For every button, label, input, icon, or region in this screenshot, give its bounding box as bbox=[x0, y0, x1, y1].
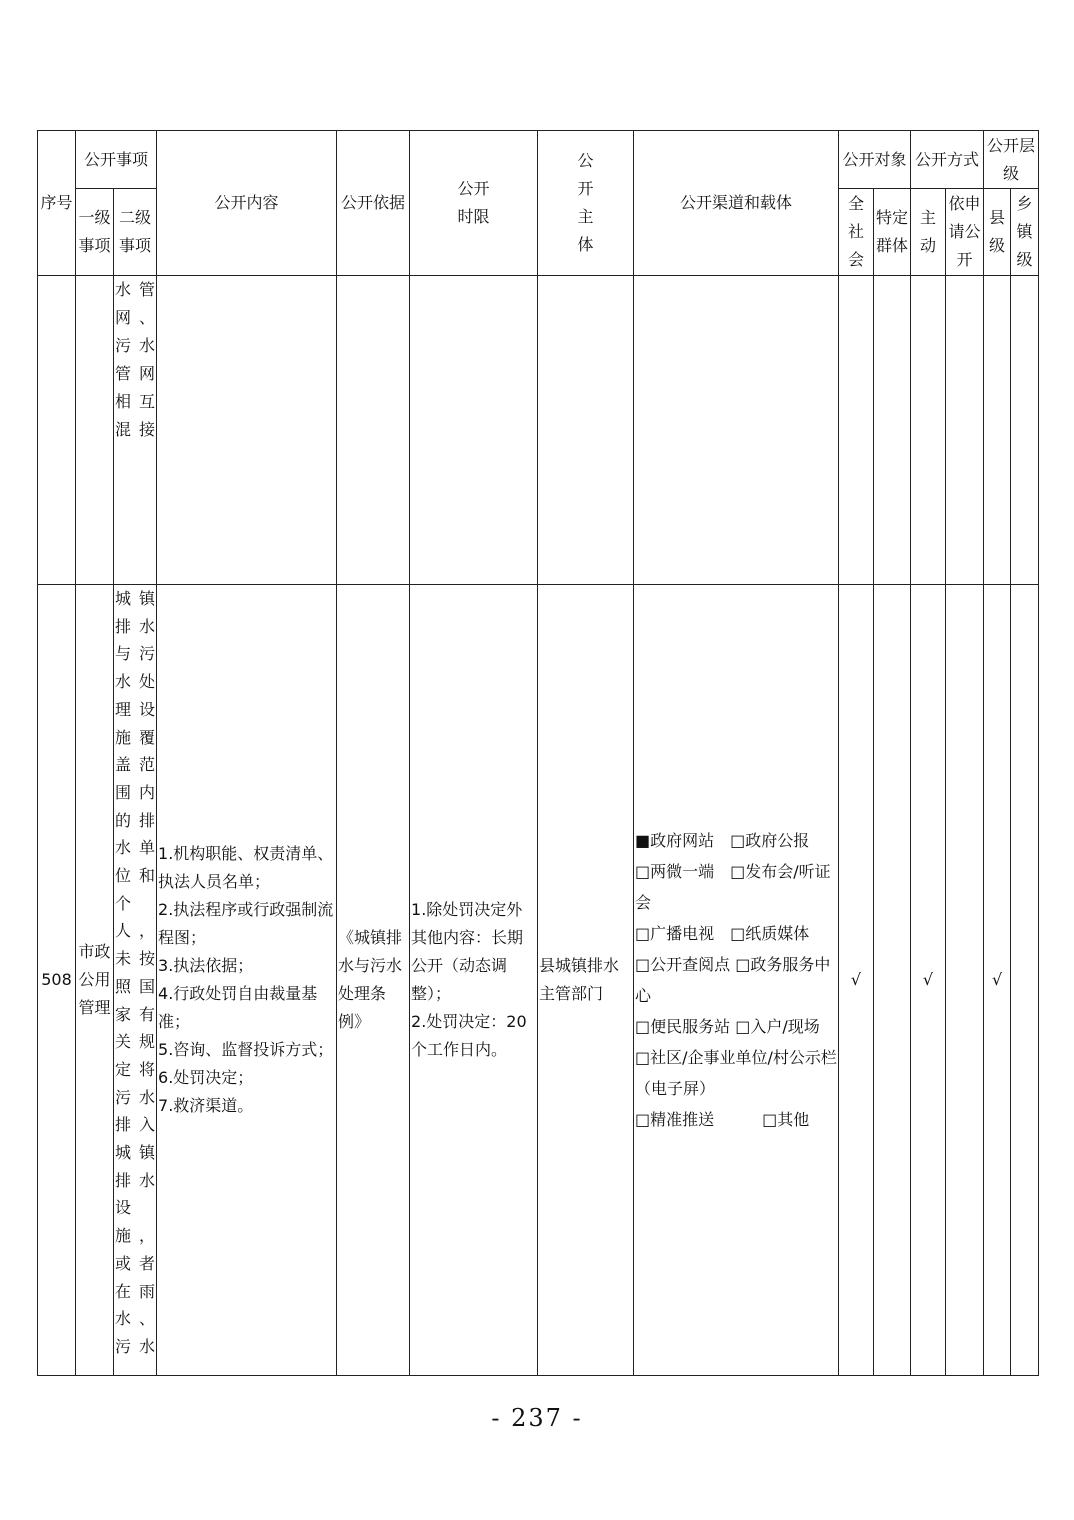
content-line: 6.处罚决定； bbox=[158, 1068, 254, 1087]
table-row bbox=[38, 585, 1039, 1376]
cell-channel bbox=[634, 585, 839, 1376]
header-target-group: 公开对象 bbox=[839, 131, 911, 189]
header-content: 公开内容 bbox=[157, 131, 337, 276]
content-line: 4.行政处罚自由裁量基准； bbox=[158, 984, 318, 1031]
cell-target-specific bbox=[874, 276, 911, 585]
channel-line: □公开查阅点 □政务服务中心 bbox=[635, 955, 831, 1005]
cell-channel bbox=[634, 276, 839, 585]
header-level-town: 乡镇级 bbox=[1011, 189, 1039, 276]
cell-target-all: √ bbox=[839, 585, 874, 1376]
content-line: 7.救济渠道。 bbox=[158, 1096, 254, 1115]
page-number: - 237 - bbox=[491, 1404, 583, 1432]
cell-method-active bbox=[911, 276, 946, 585]
time-limit-line: 2.处罚决定：20个工作日内。 bbox=[411, 1012, 527, 1059]
cell-seq: 508 bbox=[38, 585, 76, 1376]
cell-subject bbox=[538, 276, 634, 585]
cell-basis: 《城镇排水与污水处理条例》 bbox=[337, 585, 410, 1376]
cell-level2: 水管网、污水管网相互混接 bbox=[114, 276, 157, 585]
header-target-all: 全社会 bbox=[839, 189, 874, 276]
header-level1: 一级事项 bbox=[76, 189, 114, 276]
cell-time-limit bbox=[410, 276, 538, 585]
cell-level-county: √ bbox=[984, 585, 1011, 1376]
cell-target-specific bbox=[874, 585, 911, 1376]
header-seq: 序号 bbox=[38, 131, 76, 276]
cell-level2: 城镇排水与污水处理设施覆盖范围内的排水单位和个人，未按照国家有关规定将污水排入城镇排水设施，或者在雨水、污水 bbox=[114, 585, 157, 1376]
cell-method-apply bbox=[946, 585, 984, 1376]
cell-subject: 县城镇排水主管部门 bbox=[538, 585, 634, 1376]
cell-content bbox=[157, 276, 337, 585]
cell-level-town bbox=[1011, 585, 1039, 1376]
header-level-county: 县级 bbox=[984, 189, 1011, 276]
time-limit-line: 1.除处罚决定外其他内容：长期公开（动态调整）； bbox=[411, 900, 524, 1003]
channel-line: □广播电视 □纸质媒体 bbox=[635, 924, 810, 943]
channel-line: □精准推送 □其他 bbox=[635, 1110, 810, 1129]
table-row bbox=[38, 276, 1039, 585]
cell-level1: 市政公用管理 bbox=[76, 585, 114, 1376]
cell-target-all bbox=[839, 276, 874, 585]
disclosure-table bbox=[37, 130, 1039, 1376]
cell-method-active: √ bbox=[911, 585, 946, 1376]
header-target-specific: 特定群体 bbox=[874, 189, 911, 276]
header-channel: 公开渠道和载体 bbox=[634, 131, 839, 276]
cell-level-county bbox=[984, 276, 1011, 585]
header-item-group: 公开事项 bbox=[76, 131, 157, 189]
header-subject: 公开主体 bbox=[538, 131, 634, 276]
cell-content bbox=[157, 585, 337, 1376]
content-line: 3.执法依据； bbox=[158, 956, 254, 975]
channel-line: □社区/企事业单位/村公示栏（电子屏） bbox=[635, 1048, 837, 1098]
cell-method-apply bbox=[946, 276, 984, 585]
header-basis: 公开依据 bbox=[337, 131, 410, 276]
cell-level-town bbox=[1011, 276, 1039, 585]
header-method-active: 主动 bbox=[911, 189, 946, 276]
header-method-group: 公开方式 bbox=[911, 131, 984, 189]
header-method-apply: 依申请公开 bbox=[946, 189, 984, 276]
cell-time-limit bbox=[410, 585, 538, 1376]
channel-line: □两微一端 □发布会/听证会 bbox=[635, 862, 831, 912]
header-level-group: 公开层级 bbox=[984, 131, 1039, 189]
cell-seq bbox=[38, 276, 76, 585]
content-line: 5.咨询、监督投诉方式； bbox=[158, 1040, 334, 1059]
header-time-limit: 公开时限 bbox=[410, 131, 538, 276]
content-line: 1.机构职能、权责清单、执法人员名单； bbox=[158, 844, 334, 891]
content-line: 2.执法程序或行政强制流程图； bbox=[158, 900, 334, 947]
cell-level1 bbox=[76, 276, 114, 585]
header-level2: 二级事项 bbox=[114, 189, 157, 276]
channel-line: ■政府网站 □政府公报 bbox=[635, 831, 810, 850]
channel-line: □便民服务站 □入户/现场 bbox=[635, 1017, 820, 1036]
cell-basis bbox=[337, 276, 410, 585]
